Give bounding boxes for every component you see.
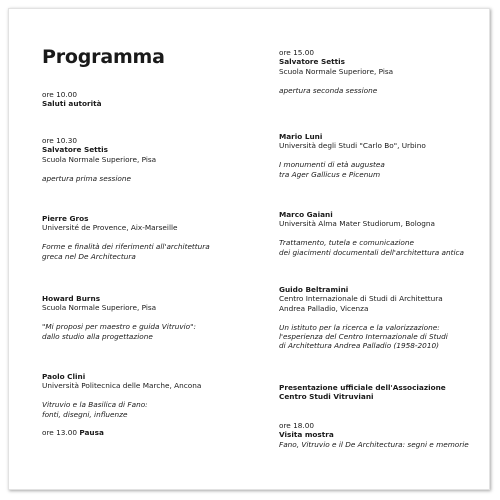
talk-title: dei giacimenti documentali dell'architettura antica [279, 247, 465, 257]
speaker-luni [279, 132, 426, 179]
talk-title: tra Ager Gallicus e Picenum [279, 169, 381, 179]
affiliation: Scuola Normale Superiore, Pisa [42, 154, 157, 164]
heading: Presentazione ufficiale dell'Associazione [279, 383, 446, 392]
time: ore 10.00 [42, 90, 78, 99]
talk-title: greca nel De Architectura [42, 251, 136, 261]
speaker-gros [42, 214, 210, 261]
speaker-beltramini [279, 285, 448, 351]
heading: Visita mostra [279, 430, 334, 440]
talk-note: apertura prima sessione [42, 173, 131, 183]
affiliation: Andrea Palladio, Vicenza [279, 303, 369, 313]
exhibition-visit [279, 421, 469, 449]
association-presentation [279, 383, 446, 402]
talk-title: dallo studio alla progettazione [42, 331, 153, 341]
talk-title: I monumenti di età augustea [279, 160, 385, 170]
speaker-name: Guido Beltramini [279, 285, 349, 294]
talk-title: Vitruvio e la Basilica di Fano: [42, 400, 148, 410]
affiliation: Università Alma Mater Studiorum, Bologna [279, 219, 435, 229]
program-page [8, 8, 490, 490]
pause-label: Pausa [79, 428, 104, 438]
affiliation: Università Politecnica delle Marche, Ancona [42, 381, 202, 391]
speaker-clini [42, 372, 201, 438]
talk-title: Un istituto per la ricerca e la valorizzazione: [279, 322, 440, 332]
speaker-name: Salvatore Settis [42, 145, 108, 155]
talk-title: l'esperienza del Centro Internazionale di Studi [279, 332, 448, 342]
time: ore 15.00 [279, 48, 315, 57]
talk-title: di Architettura Andrea Palladio (1958-2010) [279, 341, 439, 351]
time: ore 18.00 [279, 421, 315, 430]
speaker-name: Howard Burns [42, 294, 101, 303]
speaker-name: Marco Gaiani [279, 210, 333, 219]
speaker-name: Salvatore Settis [279, 57, 345, 67]
time: ore 13.00 [42, 428, 78, 438]
exhibition-title: Fano, Vitruvio e il De Architectura: segni e memorie [279, 439, 469, 449]
heading: Saluti autorità [42, 99, 102, 109]
speaker-gaiani [279, 210, 464, 257]
affiliation: Scuola Normale Superiore, Pisa [279, 66, 394, 76]
affiliation: Centro Internazionale di Studi di Architettura [279, 294, 443, 304]
affiliation: Scuola Normale Superiore, Pisa [42, 303, 157, 313]
affiliation: Université de Provence, Aix-Marseille [42, 223, 178, 233]
talk-title: Trattamento, tutela e comunicazione [279, 238, 414, 248]
speaker-name: Mario Luni [279, 132, 323, 141]
time: ore 10.30 [42, 136, 78, 145]
speaker-settis-1 [42, 136, 156, 183]
talk-note: apertura seconda sessione [279, 85, 378, 95]
talk-title: Forme e finalità dei riferimenti all'architettura [42, 242, 210, 252]
session-opening [42, 90, 102, 109]
speaker-burns [42, 294, 196, 341]
speaker-name: Paolo Clini [42, 372, 86, 381]
talk-title: "Mi proposi per maestro e guida Vitruvio": [42, 322, 196, 332]
speaker-settis-2 [279, 48, 393, 95]
heading: Centro Studi Vitruviani [279, 392, 374, 402]
talk-title: fonti, disegni, influenze [42, 409, 128, 419]
affiliation: Università degli Studi "Carlo Bo", Urbino [279, 141, 426, 151]
pause-entry [42, 428, 201, 437]
speaker-name: Pierre Gros [42, 214, 89, 223]
page-title: Programma [42, 46, 165, 68]
